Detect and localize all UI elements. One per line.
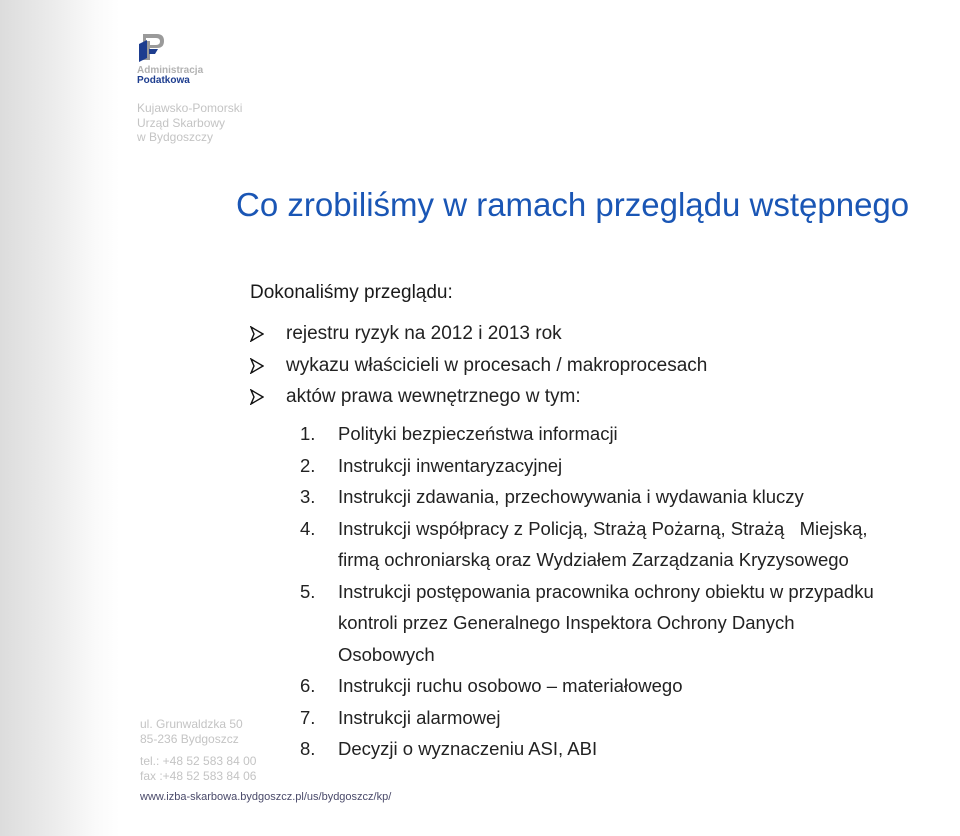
- numbered-item: [300, 733, 960, 765]
- address-line-2: 85-236 Bydgoszcz: [140, 731, 239, 746]
- item-text: Instrukcji zdawania, przechowywania i wydawania kluczy: [338, 486, 804, 507]
- item-text: Instrukcji postępowania pracownika ochrony obiektu w przypadku: [338, 580, 874, 602]
- administracja-podatkowa-logo: [137, 30, 207, 90]
- item-number: 1.: [300, 423, 316, 444]
- logo-line-1: Administracja: [137, 65, 204, 76]
- numbered-item: [300, 576, 960, 671]
- office-line-2: Urząd Skarbowy: [137, 115, 226, 130]
- numbered-item: [300, 418, 960, 450]
- numbered-item: [300, 513, 960, 576]
- bullet-text: aktów prawa wewnętrznego w tym:: [286, 386, 581, 407]
- numbered-item: [300, 481, 960, 513]
- item-number: 2.: [300, 454, 316, 476]
- numbered-item: [300, 670, 960, 702]
- bullet-list: [250, 320, 707, 415]
- sidebar-gradient: [0, 0, 120, 836]
- item-number: 8.: [300, 738, 316, 759]
- office-line-1: Kujawsko-Pomorski: [137, 101, 243, 115]
- item-text-continued: firmą ochroniarską oraz Wydziałem Zarządzania Kryzysowego: [338, 549, 849, 570]
- logo-line-2: Podatkowa: [137, 75, 190, 86]
- address-line-1: ul. Grunwaldzka 50: [140, 717, 243, 731]
- bullet-item: [250, 352, 707, 384]
- office-line-3: w Bydgoszczy: [137, 130, 214, 144]
- numbered-list: [300, 418, 960, 765]
- item-number: 3.: [300, 486, 316, 507]
- item-text-continued: kontroli przez Generalnego Inspektora Ochrony Danych: [338, 612, 795, 633]
- bullet-text: wykazu właścicieli w procesach / makroprocesach: [286, 354, 708, 376]
- item-number: 5.: [300, 580, 316, 602]
- website-link[interactable]: www.izba-skarbowa.bydgoszcz.pl/us/bydgoszcz/kp/: [140, 791, 392, 803]
- logo-wordmark: [137, 66, 203, 86]
- item-text: Instrukcji współpracy z Policją, Strażą Pożarną, Strażą Miejską,: [338, 517, 868, 539]
- item-number: 6.: [300, 675, 316, 696]
- numbered-item: [300, 450, 960, 482]
- office-name: [137, 101, 242, 145]
- item-text: Instrukcji alarmowej: [338, 706, 501, 728]
- logo-icon: [137, 30, 165, 64]
- item-number: 4.: [300, 517, 316, 539]
- numbered-item: [300, 702, 960, 734]
- contact-info: [140, 717, 256, 783]
- arrow-bullet-icon: [250, 358, 264, 374]
- arrow-bullet-icon: [250, 326, 264, 342]
- intro-text: Dokonaliśmy przeglądu:: [250, 282, 453, 303]
- item-text-continued: Osobowych: [338, 643, 435, 665]
- item-text: Instrukcji ruchu osobowo – materiałowego: [338, 675, 683, 696]
- item-text: Instrukcji inwentaryzacyjnej: [338, 454, 563, 476]
- arrow-bullet-icon: [250, 389, 264, 405]
- fax-number: fax :+48 52 583 84 06: [140, 768, 257, 783]
- slide-title: Co zrobiliśmy w ramach przeglądu wstępnego: [236, 186, 910, 223]
- bullet-item: [250, 383, 707, 415]
- phone-number: tel.: +48 52 583 84 00: [140, 754, 257, 768]
- bullet-text: rejestru ryzyk na 2012 i 2013 rok: [286, 323, 562, 344]
- item-text: Polityki bezpieczeństwa informacji: [338, 423, 618, 444]
- item-number: 7.: [300, 706, 316, 728]
- item-text: Decyzji o wyznaczeniu ASI, ABI: [338, 738, 598, 759]
- bullet-item: [250, 320, 707, 352]
